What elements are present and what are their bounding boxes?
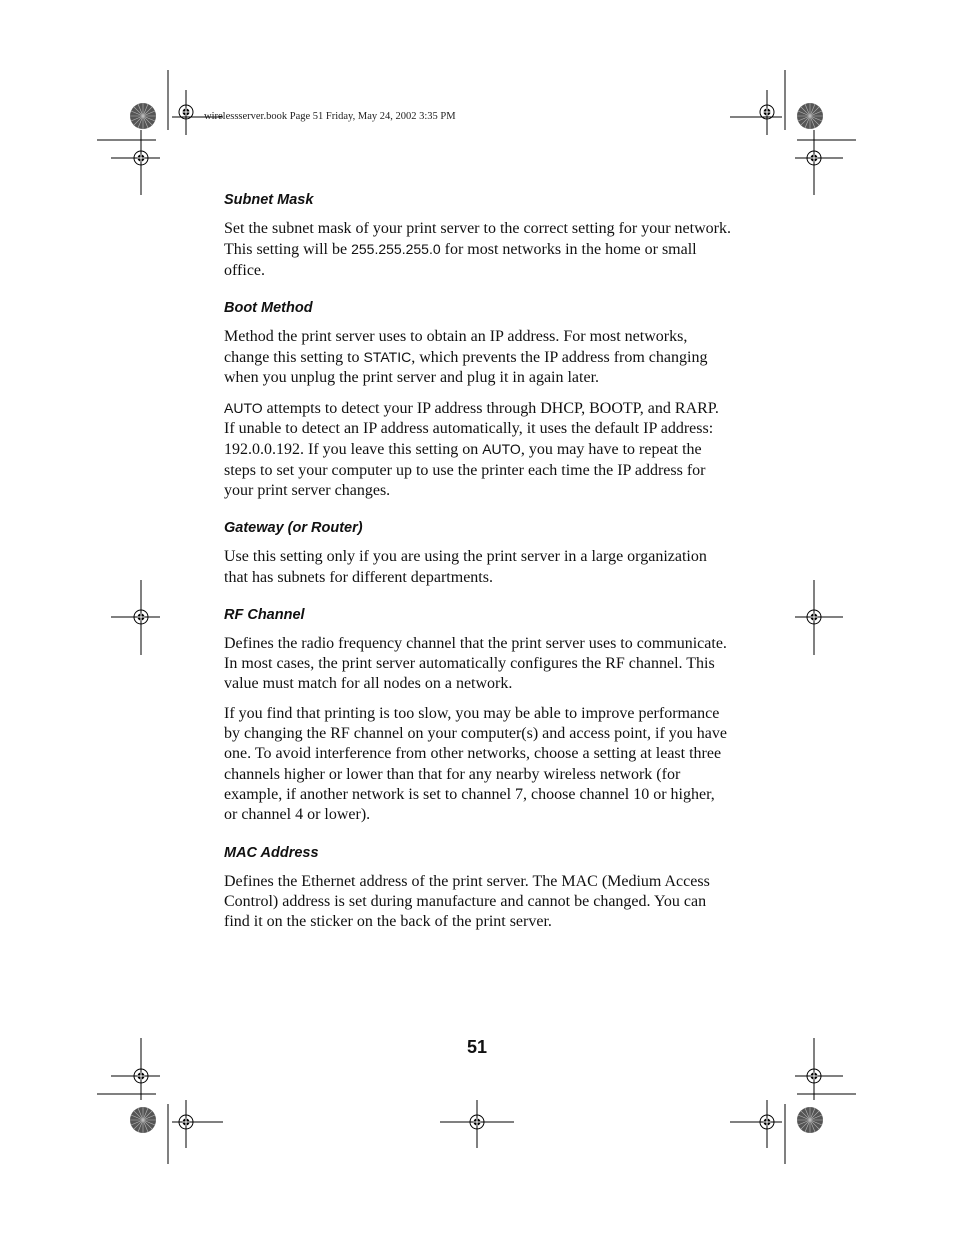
paragraph-mac-address: Defines the Ethernet address of the print server. The MAC (Medium Access Control) address is set during manufacture and cannot be changed. You can find it on the sticker on the back of the print server. <box>224 872 710 931</box>
page-number: 51 <box>466 1037 488 1057</box>
paragraph-rf-channel-2: If you find that printing is too slow, you may be able to improve performance by changing the RF channel on your computer(s) and access point, if you have one. To avoid interference from other networks, choose a setting at least three channels higher or lower than that for any nearby wireless network (for example, if another network is set to channel 7, choose channel 10 or higher, or channel 4 or lower). <box>224 704 727 824</box>
heading-rf-channel: RF Channel <box>224 606 305 623</box>
page-body <box>224 190 732 932</box>
code-subnet-value: 255.255.255.0 <box>351 241 441 258</box>
paragraph-rf-channel-1: Defines the radio frequency channel that the print server uses to communicate. In most cases, the print server automatically configures the RF channel. This value must match for all nodes on a network. <box>224 634 727 693</box>
paragraph-boot-method-2: AUTO attempts to detect your IP address through DHCP, BOOTP, and RARP. If unable to detect an IP address automatically, it uses the default IP address: 192.0.0.192. If you leave this setting on AUTO, you may have to repeat the steps to set your computer up to use the printer each time the IP address for your print server changes. <box>224 399 719 499</box>
code-auto: AUTO <box>482 441 521 458</box>
heading-mac-address: MAC Address <box>224 844 319 861</box>
code-auto: AUTO <box>224 399 263 416</box>
heading-gateway: Gateway (or Router) <box>224 520 363 537</box>
code-static: STATIC <box>363 349 412 366</box>
book-slug-line: wirelessserver.book Page 51 Friday, May 24, 2002 3:35 PM <box>204 111 456 122</box>
paragraph-gateway: Use this setting only if you are using the print server in a large organization that has subnets for different departments. <box>224 548 707 586</box>
paragraph-subnet-mask: Set the subnet mask of your print server to the correct setting for your network. This setting will be 255.255.255.0 for most networks in the home or small office. <box>224 220 731 279</box>
heading-subnet-mask: Subnet Mask <box>224 192 314 208</box>
heading-boot-method: Boot Method <box>224 299 313 316</box>
paragraph-boot-method-1: Method the print server uses to obtain an IP address. For most networks, change this setting to STATIC, which prevents the IP address from changing when you unplug the print server and plug it in again later. <box>224 327 708 387</box>
